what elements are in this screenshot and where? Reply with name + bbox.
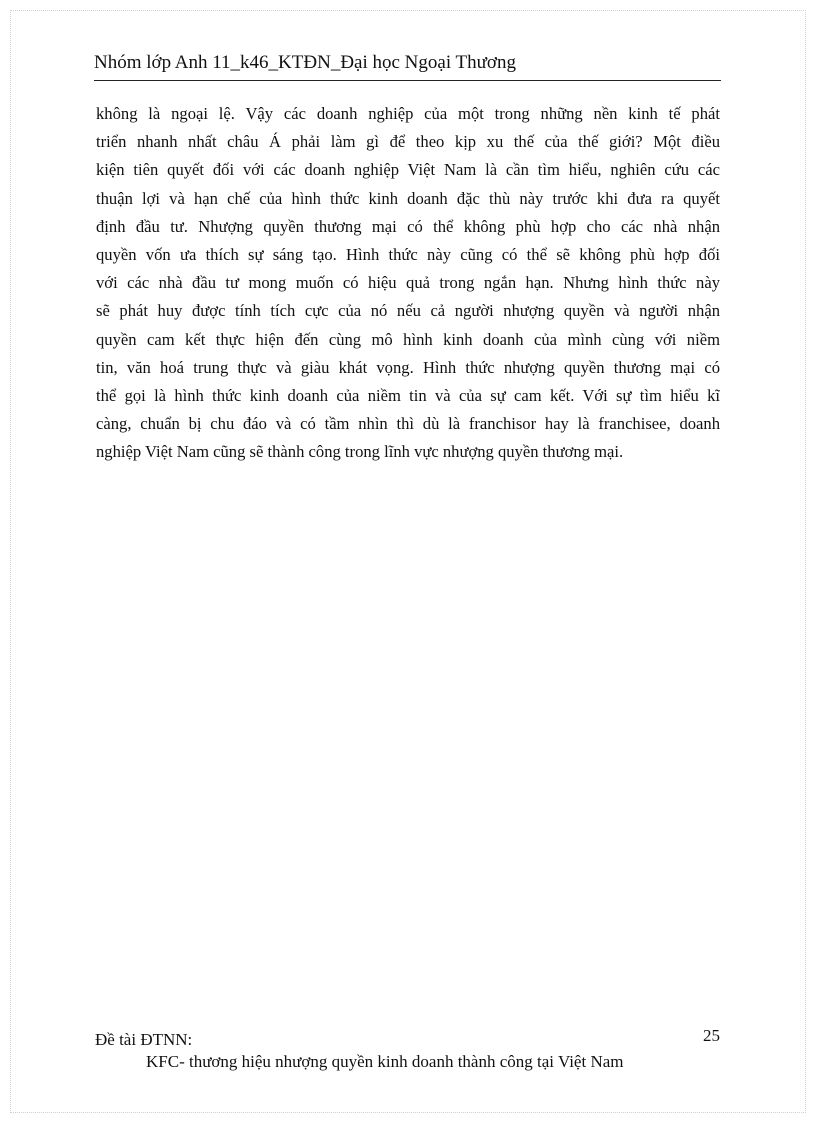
text-line: sẽ phát huy được tính tích cực của nó nếu cả người nhượng quyền và người nhận	[96, 301, 720, 321]
text-line: không là ngoại lệ. Vậy các doanh nghiệp của một trong những nền kinh tế phát	[96, 104, 720, 123]
header-divider	[94, 80, 721, 81]
text-line: thuận lợi và hạn chế của hình thức kinh doanh đặc thù này trước khi đưa ra quyết	[96, 188, 720, 208]
text-line: thể gọi là hình thức kinh doanh của niềm tin và của sự cam kết. Với sự tìm hiểu kĩ	[96, 386, 720, 406]
page-header: Nhóm lớp Anh 11_k46_KTĐN_Đại học Ngoại Thương	[94, 52, 516, 73]
footer-topic-label: Đề tài ĐTNN:	[95, 1030, 193, 1049]
text-line: triển nhanh nhất châu Á phải làm gì để theo kịp xu thế của thế giới? Một điều	[96, 132, 720, 152]
page-number: 25	[703, 1026, 720, 1045]
body-paragraph	[96, 100, 720, 467]
text-line: quyền cam kết thực hiện đến cùng mô hình kinh doanh của mình cùng với niềm	[96, 329, 720, 349]
text-line: kiện tiên quyết đối với các doanh nghiệp Việt Nam là cần tìm hiểu, nghiên cứu các	[96, 160, 720, 180]
text-line: với các nhà đầu tư mong muốn có hiệu quả trong ngắn hạn. Nhưng hình thức này	[96, 273, 720, 293]
footer-topic-title: KFC- thương hiệu nhượng quyền kinh doanh thành công tại Việt Nam	[146, 1052, 624, 1071]
text-line: nghiệp Việt Nam cũng sẽ thành công trong lĩnh vực nhượng quyền thương mại.	[96, 442, 624, 462]
text-line: định đầu tư. Nhượng quyền thương mại có thể không phù hợp cho các nhà nhận	[96, 216, 720, 236]
text-line: càng, chuẩn bị chu đáo và có tầm nhìn thì dù là franchisor hay là franchisee, doanh	[96, 414, 720, 434]
text-line: tin, văn hoá trung thực và giàu khát vọng. Hình thức nhượng quyền thương mại có	[96, 357, 720, 377]
text-line: quyền vốn ưa thích sự sáng tạo. Hình thức này cũng có thể sẽ không phù hợp đối	[96, 245, 720, 265]
